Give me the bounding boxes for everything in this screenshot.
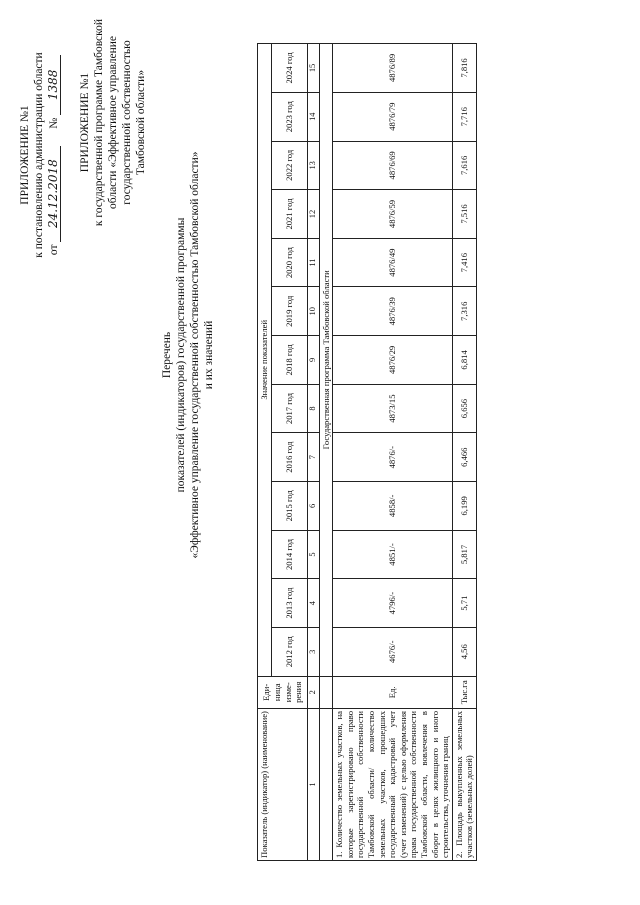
table-header-row <box>258 44 272 861</box>
heading-line: показателей (индикаторов) государственной программы <box>175 217 187 493</box>
table-row <box>452 44 476 861</box>
section-blank <box>319 709 333 861</box>
column-number: 14 <box>308 92 320 141</box>
column-number: 4 <box>308 579 320 628</box>
appendix-program-line: области «Эффективное управление <box>107 36 119 209</box>
date-value: 24.12.2018 <box>46 146 61 242</box>
column-number: 7 <box>308 433 320 482</box>
table-row <box>333 44 453 861</box>
indicator-value: 4876/79 <box>333 92 453 141</box>
appendix-top <box>18 5 61 305</box>
indicator-value: 4796/- <box>333 579 453 628</box>
indicator-value: 5,817 <box>452 530 476 579</box>
column-number: 5 <box>308 530 320 579</box>
column-number: 1 <box>308 709 320 861</box>
indicator-name: 2. Площадь выкупленных земельных участков (земельных долей) <box>452 709 476 861</box>
indicator-value: 6,199 <box>452 482 476 531</box>
indicator-value: 4873/15 <box>333 384 453 433</box>
year-header: 2021 год <box>272 190 308 239</box>
section-title: Государственная программа Тамбовской области <box>319 44 333 677</box>
heading-line: Перечень <box>161 331 173 379</box>
section-row <box>319 44 333 861</box>
indicator-value: 4876/89 <box>333 44 453 93</box>
column-number: 11 <box>308 238 320 287</box>
column-number: 3 <box>308 627 320 676</box>
year-header: 2022 год <box>272 141 308 190</box>
appendix-date-line <box>46 5 61 305</box>
year-header: 2018 год <box>272 336 308 385</box>
column-number: 2 <box>308 676 320 708</box>
indicator-value: 6,814 <box>452 336 476 385</box>
appendix-top-line: к постановлению администрации области <box>33 52 45 258</box>
column-number: 9 <box>308 336 320 385</box>
heading-line: «Эффективное управление государственной собственностью Тамбовской области» <box>189 151 201 559</box>
year-header: 2023 год <box>272 92 308 141</box>
column-number: 12 <box>308 190 320 239</box>
document-heading <box>160 145 216 565</box>
indicator-value: 7,716 <box>452 92 476 141</box>
appendix-program <box>78 0 148 245</box>
year-header: 2015 год <box>272 482 308 531</box>
year-header: 2024 год <box>272 44 308 93</box>
section-blank <box>319 676 333 708</box>
year-header: 2014 год <box>272 530 308 579</box>
indicator-value: 4851/- <box>333 530 453 579</box>
indicator-value: 6,466 <box>452 433 476 482</box>
year-header: 2019 год <box>272 287 308 336</box>
indicator-unit: Ед. <box>333 676 453 708</box>
indicator-value: 4876/69 <box>333 141 453 190</box>
year-header: 2016 год <box>272 433 308 482</box>
column-number-row <box>308 44 320 861</box>
indicator-value: 7,316 <box>452 287 476 336</box>
date-label: от <box>48 244 60 256</box>
indicator-value: 4676/- <box>333 627 453 676</box>
header-unit: Еди-ница изме-рения <box>258 676 308 708</box>
indicator-value: 5,71 <box>452 579 476 628</box>
year-header: 2013 год <box>272 579 308 628</box>
column-number: 10 <box>308 287 320 336</box>
column-number: 8 <box>308 384 320 433</box>
indicator-value: 7,516 <box>452 190 476 239</box>
indicator-value: 4,56 <box>452 627 476 676</box>
header-values: Значение показателей <box>258 44 272 677</box>
indicator-value: 6,656 <box>452 384 476 433</box>
indicator-value: 4876/- <box>333 433 453 482</box>
indicator-value: 4858/- <box>333 482 453 531</box>
indicator-value: 7,816 <box>452 44 476 93</box>
header-indicator: Показатель (индикатор) (наименование) <box>258 709 308 861</box>
indicator-value: 4876/29 <box>333 336 453 385</box>
indicators-table <box>257 43 477 861</box>
appendix-program-line: Тамбовской области» <box>135 69 147 176</box>
indicator-value: 7,416 <box>452 238 476 287</box>
appendix-program-line: государственной собственностью <box>121 40 133 205</box>
year-header: 2017 год <box>272 384 308 433</box>
appendix-program-title: ПРИЛОЖЕНИЕ №1 <box>79 72 91 173</box>
year-header: 2020 год <box>272 238 308 287</box>
number-label: № <box>48 117 60 129</box>
indicator-value: 7,616 <box>452 141 476 190</box>
year-header: 2012 год <box>272 627 308 676</box>
appendix-program-line: к государственной программе Тамбовской <box>93 18 105 227</box>
heading-line: и их значений <box>203 320 215 390</box>
column-number: 6 <box>308 482 320 531</box>
column-number: 15 <box>308 44 320 93</box>
number-value: 1388 <box>46 55 61 115</box>
column-number: 13 <box>308 141 320 190</box>
indicator-name: 1. Количество земельных участков, на которые зарегистрировано право государственной собственности Тамбовской области/ количество земельных участков, прошедших государственный кадастровый учет (учет изменений) с целью оформления права государственной собственности Тамбовской области, вовлечения в оборот в целях жилищного и иного строительства, уточнения границ <box>333 709 453 861</box>
indicator-unit: Тыс.га <box>452 676 476 708</box>
indicator-value: 4876/39 <box>333 287 453 336</box>
indicator-value: 4876/59 <box>333 190 453 239</box>
appendix-top-title: ПРИЛОЖЕНИЕ №1 <box>19 105 31 205</box>
indicator-value: 4876/49 <box>333 238 453 287</box>
